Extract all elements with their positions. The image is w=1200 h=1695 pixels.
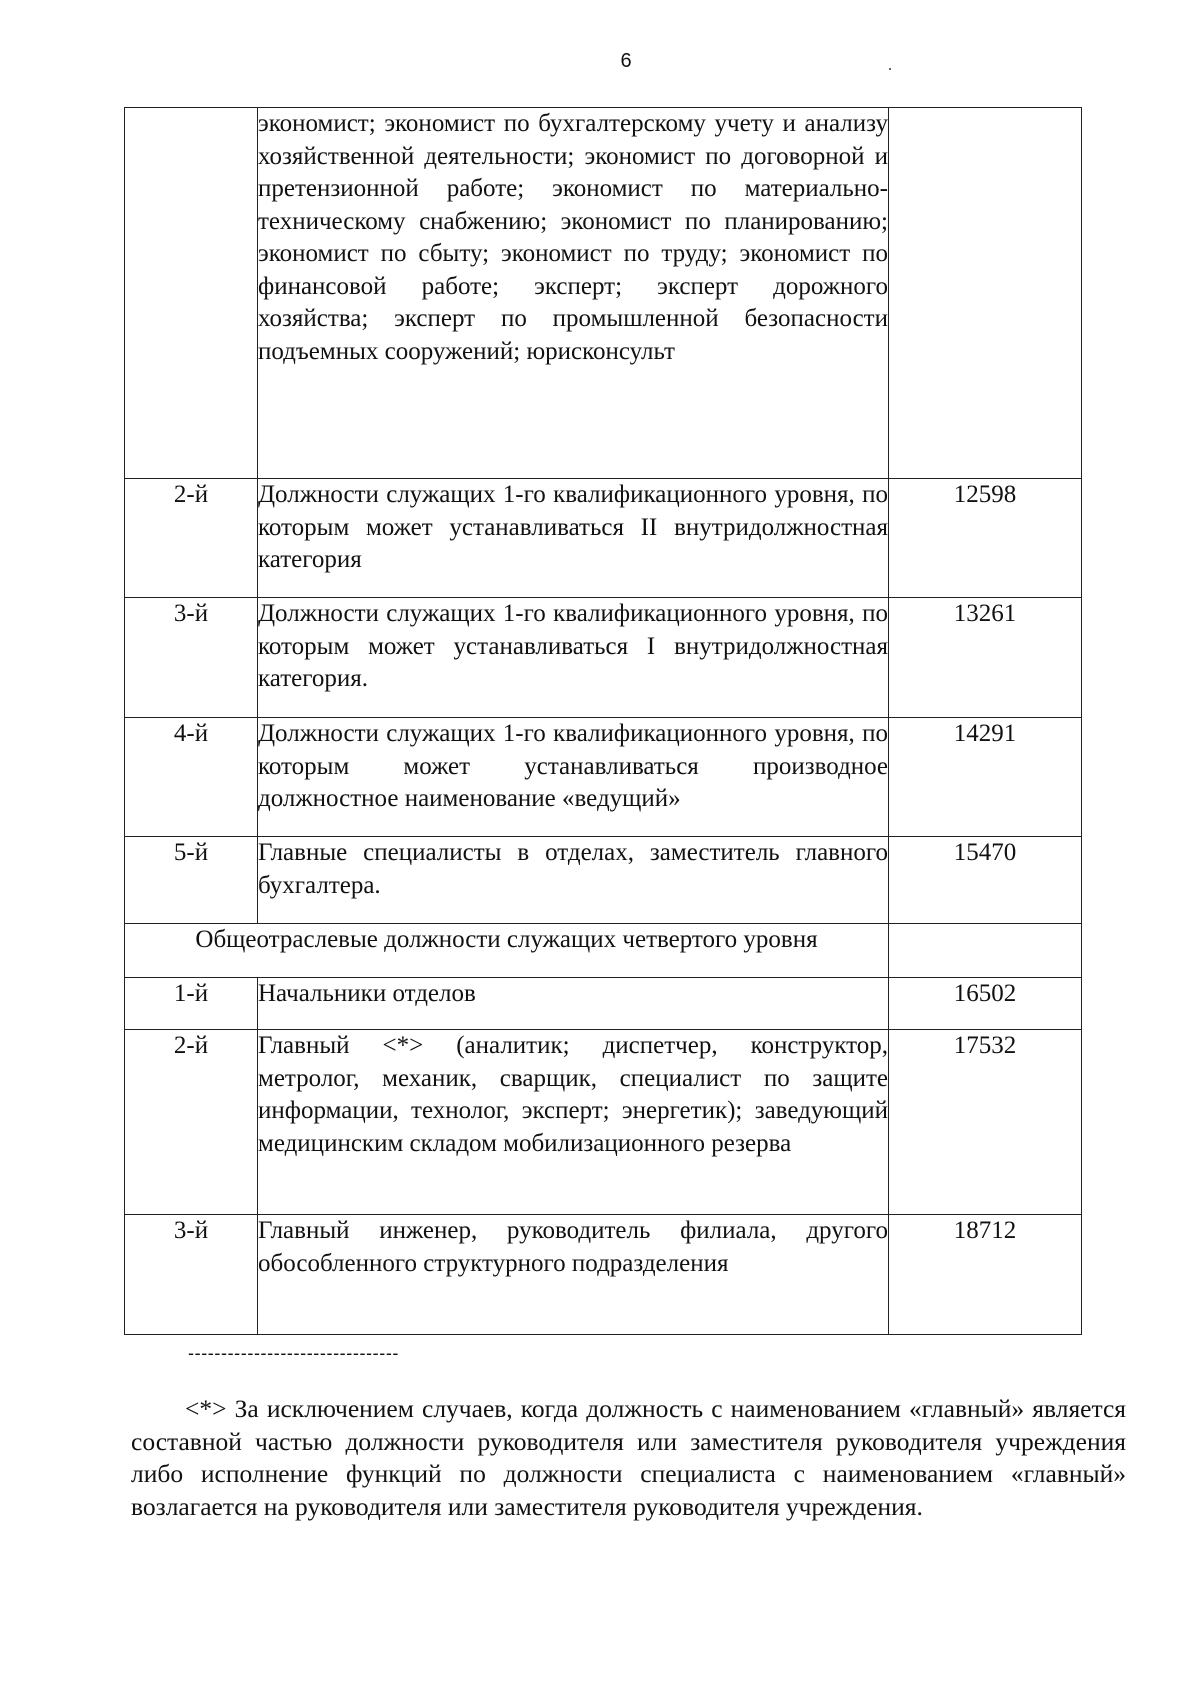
level-cell: 1-й — [125, 978, 258, 1030]
level-cell — [125, 108, 258, 479]
table-row — [125, 978, 1082, 1030]
position-cell: Главный инженер, руководитель филиала, другого обособленного структурного подразделения — [258, 1215, 889, 1335]
table-row — [125, 479, 1082, 598]
position-cell: Должности служащих 1-го квалификационного уровня, по которым может устанавливаться производное должностное наименование «ведущий» — [258, 718, 889, 837]
group-heading: Общеотраслевые должности служащих четвертого уровня — [125, 924, 889, 978]
salary-cell: 18712 — [889, 1215, 1082, 1335]
level-cell: 3-й — [125, 598, 258, 718]
position-cell: Должности служащих 1-го квалификационного уровня, по которым может устанавливаться I внутридолжностная категория. — [258, 598, 889, 718]
table-row — [125, 108, 1082, 479]
position-cell: Должности служащих 1-го квалификационного уровня, по которым может устанавливаться II внутридолжностная категория — [258, 479, 889, 598]
table-row — [125, 718, 1082, 837]
salary-cell: 13261 — [889, 598, 1082, 718]
table-row — [125, 1215, 1082, 1335]
level-cell: 3-й — [125, 1215, 258, 1335]
salary-cell — [889, 108, 1082, 479]
level-cell: 4-й — [125, 718, 258, 837]
salary-cell: 12598 — [889, 479, 1082, 598]
footnote-separator: -------------------------------- — [188, 1343, 400, 1363]
salary-cell — [889, 924, 1082, 978]
salary-table — [124, 107, 1082, 1335]
table-row — [125, 598, 1082, 718]
salary-cell: 14291 — [889, 718, 1082, 837]
scan-artifact-dot — [889, 68, 891, 70]
footnote-text: <*> За исключением случаев, когда должность с наименованием «главный» является составной частью должности руководителя или заместителя руководителя учреждения либо исполнение функций по должности специалиста с наименованием «главный» возлагается на руководителя или заместителя руководителя учреждения. — [131, 1394, 1126, 1521]
level-cell: 2-й — [125, 1030, 258, 1215]
level-cell: 5-й — [125, 837, 258, 924]
table-row-group — [125, 924, 1082, 978]
salary-cell: 17532 — [889, 1030, 1082, 1215]
page-number: 6 — [620, 50, 632, 72]
salary-cell: 15470 — [889, 837, 1082, 924]
table-row — [125, 1030, 1082, 1215]
position-cell: экономист; экономист по бухгалтерскому учету и анализу хозяйственной деятельности; экономист по договорной и претензионной работе; экономист по материально-техническому снабжению; экономист по планированию; экономист по сбыту; экономист по труду; экономист по финансовой работе; эксперт; эксперт дорожного хозяйства; эксперт по промышленной безопасности подъемных сооружений; юрисконсульт — [258, 108, 889, 479]
level-cell: 2-й — [125, 479, 258, 598]
position-cell: Главные специалисты в отделах, заместитель главного бухгалтера. — [258, 837, 889, 924]
position-cell: Начальники отделов — [258, 978, 889, 1030]
table-row — [125, 837, 1082, 924]
salary-cell: 16502 — [889, 978, 1082, 1030]
position-cell: Главный <*> (аналитик; диспетчер, конструктор, метролог, механик, сварщик, специалист по защите информации, технолог, эксперт; энергетик); заведующий медицинским складом мобилизационного резерва — [258, 1030, 889, 1215]
